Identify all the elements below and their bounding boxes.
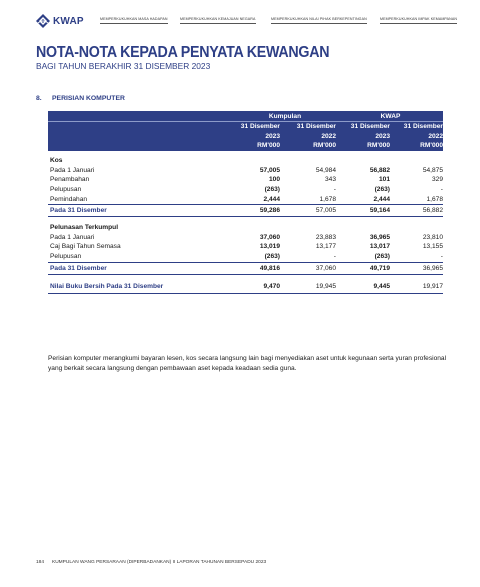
note-paragraph: Perisian komputer merangkumi bayaran lesen, kos secara langsung lain bagi menyediakan aset untuk kegunaan serta yuran profesional yang berkait secara langsung dengan pembawaan aset kepada keadaan sedia guna. <box>48 355 447 372</box>
nav-label: MEMPERKUKUHKAN KEMAJUAN NEGARA <box>180 17 256 21</box>
cell: 9,445 <box>373 283 390 291</box>
kwap-logo <box>36 14 84 28</box>
group-heading: Kos <box>50 156 63 164</box>
col-date: 31 Disember <box>240 123 280 131</box>
group-kumpulan: Kumpulan <box>268 112 302 120</box>
col-year: 2023 <box>265 132 280 140</box>
nav-label: MEMPERKUKUHKAN NILAI PIHAK BERKEPENTINGAN <box>271 17 367 21</box>
table-row-total <box>48 262 443 275</box>
cell: 54,984 <box>315 166 336 174</box>
col-unit: RM'000 <box>420 142 443 150</box>
cell: 13,177 <box>315 243 336 251</box>
cell: 54,875 <box>422 166 443 174</box>
nav-link-kemajuan-negara[interactable] <box>180 17 256 23</box>
cell: 59,286 <box>259 207 280 215</box>
table-row <box>48 195 443 205</box>
row-label: Pelupusan <box>50 186 82 194</box>
cell: 329 <box>431 176 443 184</box>
row-label: Pemindahan <box>50 196 88 204</box>
cell: 13,017 <box>369 243 390 251</box>
logo-text: KWAP <box>53 15 84 27</box>
row-label: Pada 1 Januari <box>50 166 95 174</box>
col-year: 2022 <box>321 132 336 140</box>
table-row <box>48 232 443 242</box>
nav-underline <box>380 23 457 24</box>
row-label: Pelupusan <box>50 253 82 261</box>
financial-table <box>48 111 443 294</box>
cell: 23,883 <box>315 233 336 241</box>
nav-label: MEMPERKUKUHKAN IMPAK KEMAMPANAN <box>380 17 458 21</box>
page-number: 184 <box>36 560 45 565</box>
cell: 101 <box>378 176 390 184</box>
cell: 59,164 <box>369 207 390 215</box>
nav-link-masa-hadapan[interactable] <box>100 17 168 23</box>
section-heading <box>36 95 125 102</box>
table-header <box>48 111 443 151</box>
section-number: 8. <box>36 95 42 102</box>
page-header <box>0 0 480 40</box>
cell: (263) <box>374 253 390 261</box>
row-label: Penambahan <box>50 176 90 184</box>
cell: 1,678 <box>426 196 443 204</box>
cell: 37,060 <box>315 264 336 272</box>
cell: 9,470 <box>263 283 280 291</box>
col-year: 2023 <box>375 132 390 140</box>
nav-link-pihak-berkepentingan[interactable] <box>271 17 367 23</box>
kwap-logo-icon <box>36 14 50 28</box>
cell: 37,060 <box>259 233 280 241</box>
cell: 56,882 <box>369 166 390 174</box>
group-kwap: KWAP <box>380 112 401 120</box>
cell: 1,678 <box>319 196 336 204</box>
table-row-net-book-value <box>48 281 443 294</box>
row-label: Caj Bagi Tahun Semasa <box>50 243 121 251</box>
nav-link-impak-kemampanan[interactable] <box>380 17 457 23</box>
table-row-total <box>48 204 443 217</box>
col-unit: RM'000 <box>257 142 280 150</box>
col-year: 2022 <box>428 132 443 140</box>
nav-underline <box>100 23 168 24</box>
cell: 56,882 <box>422 207 443 215</box>
cell: 36,965 <box>422 264 443 272</box>
cell: - <box>333 253 336 261</box>
nav-label: MEMPERKUKUHKAN MASA HADAPAN <box>100 17 168 21</box>
page-footer <box>36 560 266 565</box>
cell: 49,719 <box>369 264 390 272</box>
cell: 49,816 <box>259 264 280 272</box>
row-label: Pada 1 Januari <box>50 233 95 241</box>
col-unit: RM'000 <box>367 142 390 150</box>
cell: (263) <box>264 186 280 194</box>
header-row-years <box>48 132 443 142</box>
table-row <box>48 185 443 195</box>
cell: 2,444 <box>263 196 280 204</box>
page-subtitle: BAGI TAHUN BERAKHIR 31 DISEMBER 2023 <box>36 61 211 71</box>
cell: (263) <box>374 186 390 194</box>
cell: - <box>333 186 336 194</box>
cell: 343 <box>324 176 336 184</box>
table-row <box>48 252 443 262</box>
cell: 19,945 <box>315 283 336 291</box>
cell: 13,019 <box>259 243 280 251</box>
cell: - <box>440 186 443 194</box>
footer-text: KUMPULAN WANG PERSARAAN (DIPERBADANKAN) II LAPORAN TAHUNAN BERSEPADU 2023 <box>52 560 267 565</box>
col-date: 31 Disember <box>350 123 390 131</box>
table-row <box>48 165 443 175</box>
cell: 36,965 <box>369 233 390 241</box>
table-row-heading <box>48 222 443 232</box>
row-label: Nilai Buku Bersih Pada 31 Disember <box>50 283 164 291</box>
cell: 2,444 <box>373 196 390 204</box>
col-date: 31 Disember <box>403 123 443 131</box>
nav-underline <box>271 23 367 24</box>
table-row <box>48 175 443 185</box>
table-row <box>48 242 443 252</box>
cell: (263) <box>264 253 280 261</box>
cell: - <box>440 253 443 261</box>
cell: 23,810 <box>422 233 443 241</box>
page-title: NOTA-NOTA KEPADA PENYATA KEWANGAN <box>36 44 330 61</box>
cell: 57,005 <box>259 166 280 174</box>
table-row-heading <box>48 156 443 166</box>
header-row-dates <box>48 122 443 132</box>
cell: 19,917 <box>422 283 443 291</box>
cell: 57,005 <box>315 207 336 215</box>
cell: 13,155 <box>422 243 443 251</box>
row-label: Pada 31 Disember <box>50 207 107 215</box>
header-row-units <box>48 141 443 151</box>
cell: 100 <box>268 176 280 184</box>
col-unit: RM'000 <box>313 142 336 150</box>
group-heading: Pelunasan Terkumpul <box>50 223 119 231</box>
col-date: 31 Disember <box>296 123 336 131</box>
section-title: PERISIAN KOMPUTER <box>52 95 125 102</box>
nav-underline <box>180 23 256 24</box>
table-group-header <box>48 111 443 122</box>
row-label: Pada 31 Disember <box>50 264 107 272</box>
